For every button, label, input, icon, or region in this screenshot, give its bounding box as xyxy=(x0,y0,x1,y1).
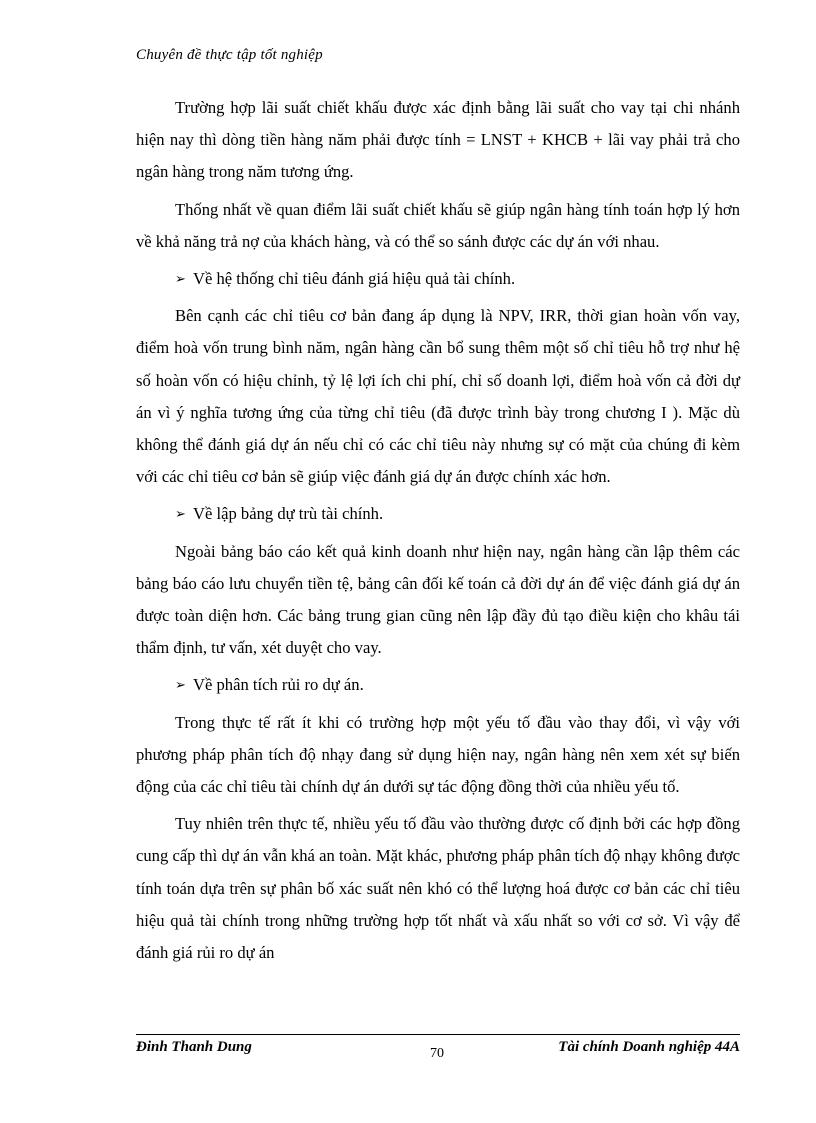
paragraph-indicators: Bên cạnh các chỉ tiêu cơ bản đang áp dụng là NPV, IRR, thời gian hoàn vốn vay, điểm hoà vốn trung bình năm, ngân hàng cần bổ sung thêm một số chỉ tiêu hỗ trợ như hệ số hoàn vốn có hiệu chỉnh, tỷ lệ lợi ích chi phí, chỉ số doanh lợi, điểm hoà vốn cả đời dự án vì ý nghĩa tương ứng của từng chỉ tiêu (đã được trình bày trong chương I ). Mặc dù không thể đánh giá dự án nếu chỉ có các chỉ tiêu này nhưng sự có mặt của chúng đi kèm với các chỉ tiêu cơ bản sẽ giúp việc đánh giá dự án được chính xác hơn. xyxy=(136,306,740,487)
bullet-item-risk-analysis xyxy=(136,669,740,701)
footer-divider xyxy=(136,1034,740,1035)
bullet-label: Về hệ thống chỉ tiêu đánh giá hiệu quả tài chính. xyxy=(193,269,516,289)
paragraph-contracts: Tuy nhiên trên thực tế, nhiều yếu tố đầu vào thường được cố định bởi các hợp đồng cung cấp thì dự án vẫn khá an toàn. Mặt khác, phương pháp phân tích độ nhạy không được tính toán dựa trên sự phân bố xác suất nên khó có thể lượng hoá được cơ bản các chỉ tiêu hiệu quả tài chính trong những trường hợp tốt nhất và xấu nhất so với cơ sở. Vì vậy để đánh giá rủi ro dự án xyxy=(136,814,740,963)
bullet-label: Về lập bảng dự trù tài chính. xyxy=(193,504,384,524)
page-header: Chuyên đề thực tập tốt nghiệp xyxy=(136,47,323,63)
paragraph-reports: Ngoài bảng báo cáo kết quả kinh doanh như hiện nay, ngân hàng cần lập thêm các bảng báo cáo lưu chuyển tiền tệ, bảng cân đối kế toán cả đời dự án để việc đánh giá dự án được toàn diện hơn. Các bảng trung gian cũng nên lập đầy đủ tạo điều kiện cho khâu tái thẩm định, tư vấn, xét duyệt cho vay. xyxy=(136,541,740,658)
paragraph-discount-rate: Trường hợp lãi suất chiết khấu được xác định bằng lãi suất cho vay tại chi nhánh hiện nay thì dòng tiền hàng năm phải được tính = LNST + KHCB + lãi vay phải trả cho ngân hàng trong năm tương ứng. xyxy=(136,98,740,182)
paragraph-sensitivity: Trong thực tế rất ít khi có trường hợp một yếu tố đầu vào thay đổi, vì vậy với phương pháp phân tích độ nhạy đang sử dụng hiện nay, ngân hàng nên xem xét sự biến động của các chỉ tiêu tài chính dự án dưới sự tác động đồng thời của nhiều yếu tố. xyxy=(136,712,740,797)
page-number: 70 xyxy=(430,1046,444,1061)
arrow-bullet-icon: ➢ xyxy=(175,677,186,693)
arrow-bullet-icon: ➢ xyxy=(175,506,186,522)
bullet-item-financial-tables xyxy=(136,498,740,530)
paragraph-unified-view: Thống nhất về quan điểm lãi suất chiết khấu sẽ giúp ngân hàng tính toán hợp lý hơn về khả năng trả nợ của khách hàng, và có thể so sánh được các dự án với nhau. xyxy=(136,199,740,251)
bullet-label: Về phân tích rủi ro dự án. xyxy=(193,675,364,695)
footer-class: Tài chính Doanh nghiệp 44A xyxy=(558,1039,740,1055)
document-body xyxy=(136,92,740,974)
footer-author: Đinh Thanh Dung xyxy=(136,1039,252,1055)
arrow-bullet-icon: ➢ xyxy=(175,271,186,287)
bullet-item-financial-indicators xyxy=(136,263,740,295)
